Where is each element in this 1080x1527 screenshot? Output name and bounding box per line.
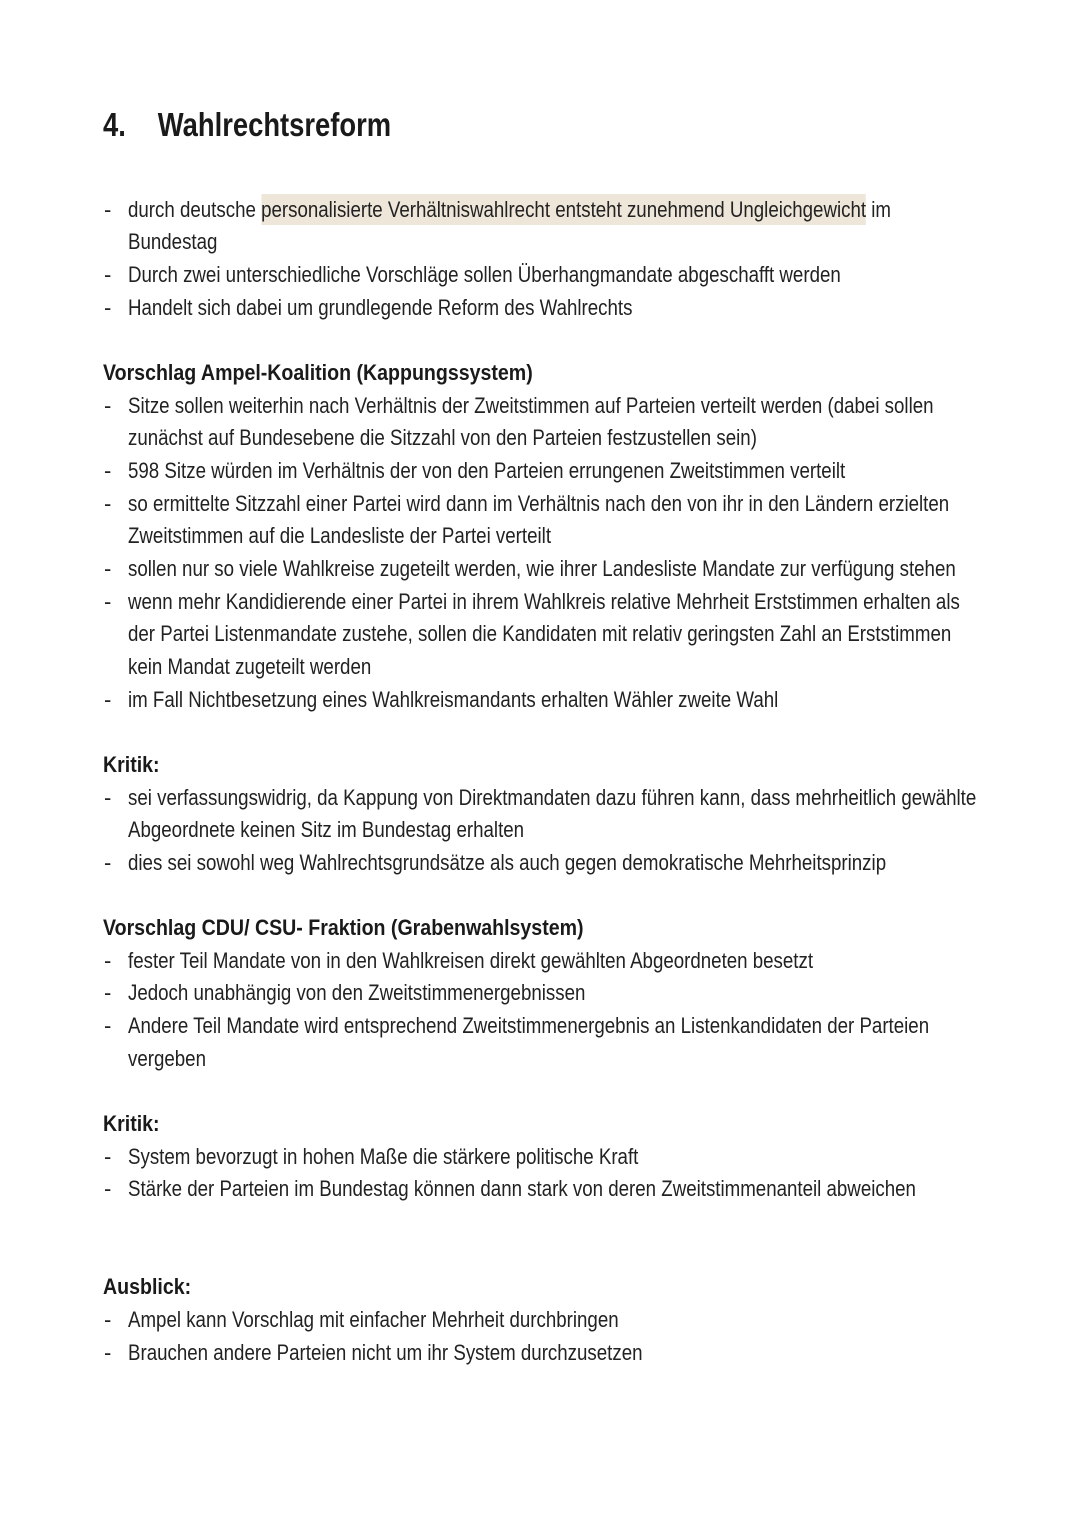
list-line: Bundestag <box>128 229 218 255</box>
intro-list <box>103 194 1003 325</box>
list-line <box>128 194 891 227</box>
bullet-dash: - <box>104 262 112 287</box>
page-title <box>103 103 850 147</box>
section-ausblick <box>103 1271 1003 1369</box>
bullet-dash: - <box>104 849 112 875</box>
bullet-dash: - <box>104 457 112 483</box>
list-line: Brauchen andere Parteien nicht um ihr System durchzusetzen <box>128 1339 643 1365</box>
bullet-dash: - <box>104 392 112 418</box>
list-item <box>103 945 1003 978</box>
section-union-kritik <box>103 1108 1003 1206</box>
bullet-dash: - <box>104 196 112 222</box>
list-line: dies sei sowohl weg Wahlrechtsgrundsätze als auch gegen demokratische Mehrheitsprinzip <box>128 849 887 875</box>
section-title: Kritik: <box>103 1111 160 1137</box>
list-item <box>103 259 1003 292</box>
list-line: Durch zwei unterschiedliche Vorschläge sollen Überhangmandate abgeschafft werden <box>128 262 841 287</box>
bullet-dash: - <box>104 555 112 581</box>
list-line: der Partei Listenmandate zustehe, sollen die Kandidaten mit relativ geringsten Zahl an Erststimmen <box>128 621 952 647</box>
list-item <box>103 553 1003 586</box>
list-line: Handelt sich dabei um grundlegende Reform des Wahlrechts <box>128 294 633 320</box>
list-item <box>103 455 1003 488</box>
list-line: Sitze sollen weiterhin nach Verhältnis der Zweitstimmen auf Parteien verteilt werden (dabei sollen <box>128 392 934 418</box>
section-title: Ausblick: <box>103 1274 192 1300</box>
list-line: wenn mehr Kandidierende einer Partei in ihrem Wahlkreis relative Mehrheit Erststimmen erhalten als <box>128 588 960 614</box>
list-line: vergeben <box>128 1045 206 1071</box>
section-ampel <box>103 357 1003 716</box>
section-title: Vorschlag CDU/ CSU- Fraktion (Grabenwahlsystem) <box>103 915 584 941</box>
list-item <box>103 488 1003 553</box>
list-line: Abgeordnete keinen Sitz im Bundestag erhalten <box>128 817 525 843</box>
list-item <box>103 1141 1003 1174</box>
list-line: im Fall Nichtbesetzung eines Wahlkreismandants erhalten Wähler zweite Wahl <box>128 686 779 712</box>
bullet-dash: - <box>104 686 112 712</box>
bullet-dash: - <box>104 784 112 810</box>
bullet-dash: - <box>104 980 112 1006</box>
list-item <box>103 390 1003 455</box>
list-item <box>103 684 1003 717</box>
bullet-dash: - <box>104 1013 112 1039</box>
section-ampel-kritik <box>103 749 1003 880</box>
section-union <box>103 912 1003 1075</box>
bullet-dash: - <box>104 1143 112 1169</box>
list-line: kein Mandat zugeteilt werden <box>128 653 372 679</box>
list-item <box>103 586 1003 684</box>
bullet-dash: - <box>104 1339 112 1365</box>
bullet-dash: - <box>104 490 112 516</box>
list-line: so ermittelte Sitzzahl einer Partei wird dann im Verhältnis nach den von ihr in den Ländern erzielten <box>128 490 950 516</box>
list-line: 598 Sitze würden im Verhältnis der von den Parteien errungenen Zweitstimmen verteilt <box>128 457 846 483</box>
list-item <box>103 1010 1003 1075</box>
list-item <box>103 1173 1003 1206</box>
section-title: Vorschlag Ampel-Koalition (Kappungssystem) <box>103 359 533 385</box>
list-line: Stärke der Parteien im Bundestag können dann stark von deren Zweitstimmenanteil abweichen <box>128 1176 916 1202</box>
list-line: Zweitstimmen auf die Landesliste der Partei verteilt <box>128 523 552 549</box>
bullet-dash: - <box>104 1176 112 1202</box>
list-item <box>103 977 1003 1010</box>
text-segment: im <box>866 196 891 222</box>
text-segment: durch deutsche <box>128 196 262 222</box>
list-item <box>103 1304 1003 1337</box>
document-content <box>103 103 1003 1369</box>
list-line: sei verfassungswidrig, da Kappung von Direktmandaten dazu führen kann, dass mehrheitlich gewählte <box>128 784 977 810</box>
list-line: Andere Teil Mandate wird entsprechend Zweitstimmenergebnis an Listenkandidaten der Parteien <box>128 1013 930 1039</box>
list-item <box>103 194 1003 259</box>
list-line: sollen nur so viele Wahlkreise zugeteilt werden, wie ihrer Landesliste Mandate zur verfügung stehen <box>128 555 956 581</box>
list-line: Jedoch unabhängig von den Zweitstimmenergebnissen <box>128 980 586 1006</box>
section-title: Kritik: <box>103 751 160 777</box>
list-line: System bevorzugt in hohen Maße die stärkere politische Kraft <box>128 1143 639 1169</box>
list-item <box>103 1337 1003 1370</box>
list-item <box>103 292 1003 325</box>
bullet-dash: - <box>104 947 112 973</box>
bullet-dash: - <box>104 294 112 320</box>
list-line: fester Teil Mandate von in den Wahlkreisen direkt gewählten Abgeordneten besetzt <box>128 947 814 973</box>
list-line: zunächst auf Bundesebene die Sitzzahl von den Parteien festzustellen sein) <box>128 425 757 451</box>
list-item <box>103 847 1003 880</box>
bullet-dash: - <box>104 588 112 614</box>
list-line: Ampel kann Vorschlag mit einfacher Mehrheit durchbringen <box>128 1307 619 1332</box>
heading-title: Wahlrechtsreform <box>157 106 392 143</box>
highlighted-text: personalisierte Verhältniswahlrecht entsteht zunehmend Ungleichgewicht <box>261 194 866 225</box>
list-item <box>103 782 1003 847</box>
bullet-dash: - <box>104 1307 112 1332</box>
heading-number: 4. <box>103 106 126 143</box>
